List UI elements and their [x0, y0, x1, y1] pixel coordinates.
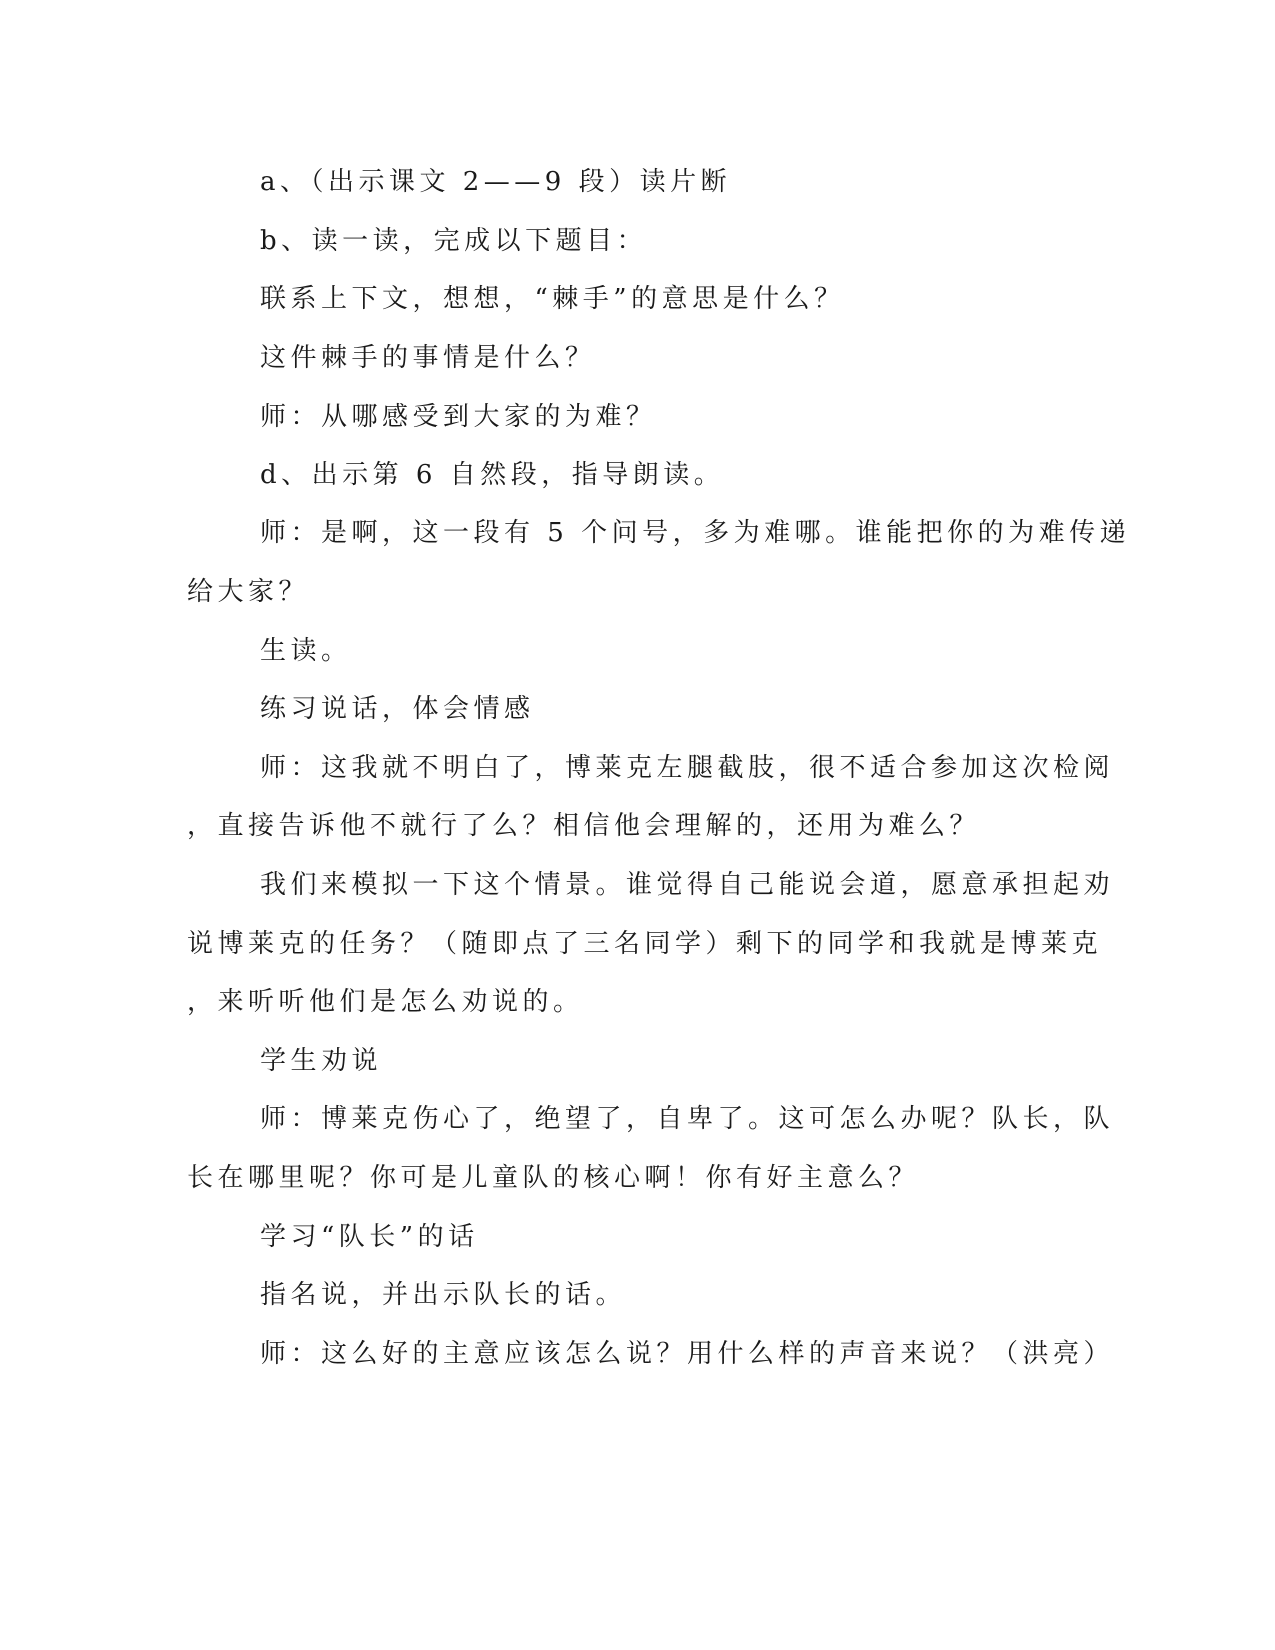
text-line: 生读。: [260, 636, 352, 666]
text-line: 练习说话，体会情感: [260, 694, 535, 724]
text-line: 这件棘手的事情是什么？: [260, 343, 596, 373]
text-line: 我们来模拟一下这个情景。谁觉得自己能说会道，愿意承担起劝: [260, 870, 1115, 900]
text-line: d、出示第 6 自然段，指导朗读。: [260, 460, 725, 490]
text-line: 师：是啊，这一段有 5 个问号，多为难哪。谁能把你的为难传递: [260, 518, 1131, 548]
text-line: 联系上下文，想想，“棘手”的意思是什么？: [260, 284, 845, 314]
text-line: 学生劝说: [260, 1046, 383, 1076]
text-line: 师：这我就不明白了，博莱克左腿截肢，很不适合参加这次检阅: [260, 753, 1115, 783]
text-line: 师：从哪感受到大家的为难？: [260, 402, 657, 432]
text-line: 指名说，并出示队长的话。: [260, 1280, 627, 1310]
text-line: b、读一读，完成以下题目：: [260, 226, 648, 256]
text-line: 师：博莱克伤心了，绝望了，自卑了。这可怎么办呢？队长，队: [260, 1104, 1115, 1134]
text-line: 长在哪里呢？你可是儿童队的核心啊！你有好主意么？: [187, 1163, 920, 1193]
text-line: ，直接告诉他不就行了么？相信他会理解的，还用为难么？: [187, 811, 981, 841]
text-line: 师：这么好的主意应该怎么说？用什么样的声音来说？（洪亮）: [260, 1339, 1115, 1369]
text-line: 给大家？: [187, 577, 310, 607]
text-line: ，来听听他们是怎么劝说的。: [187, 987, 584, 1017]
text-line: 学习“队长”的话: [260, 1222, 479, 1252]
text-line: a、（出示课文 2——9 段）读片断: [260, 167, 732, 197]
text-line: 说博莱克的任务？（随即点了三名同学）剩下的同学和我就是博莱克: [187, 929, 1103, 959]
